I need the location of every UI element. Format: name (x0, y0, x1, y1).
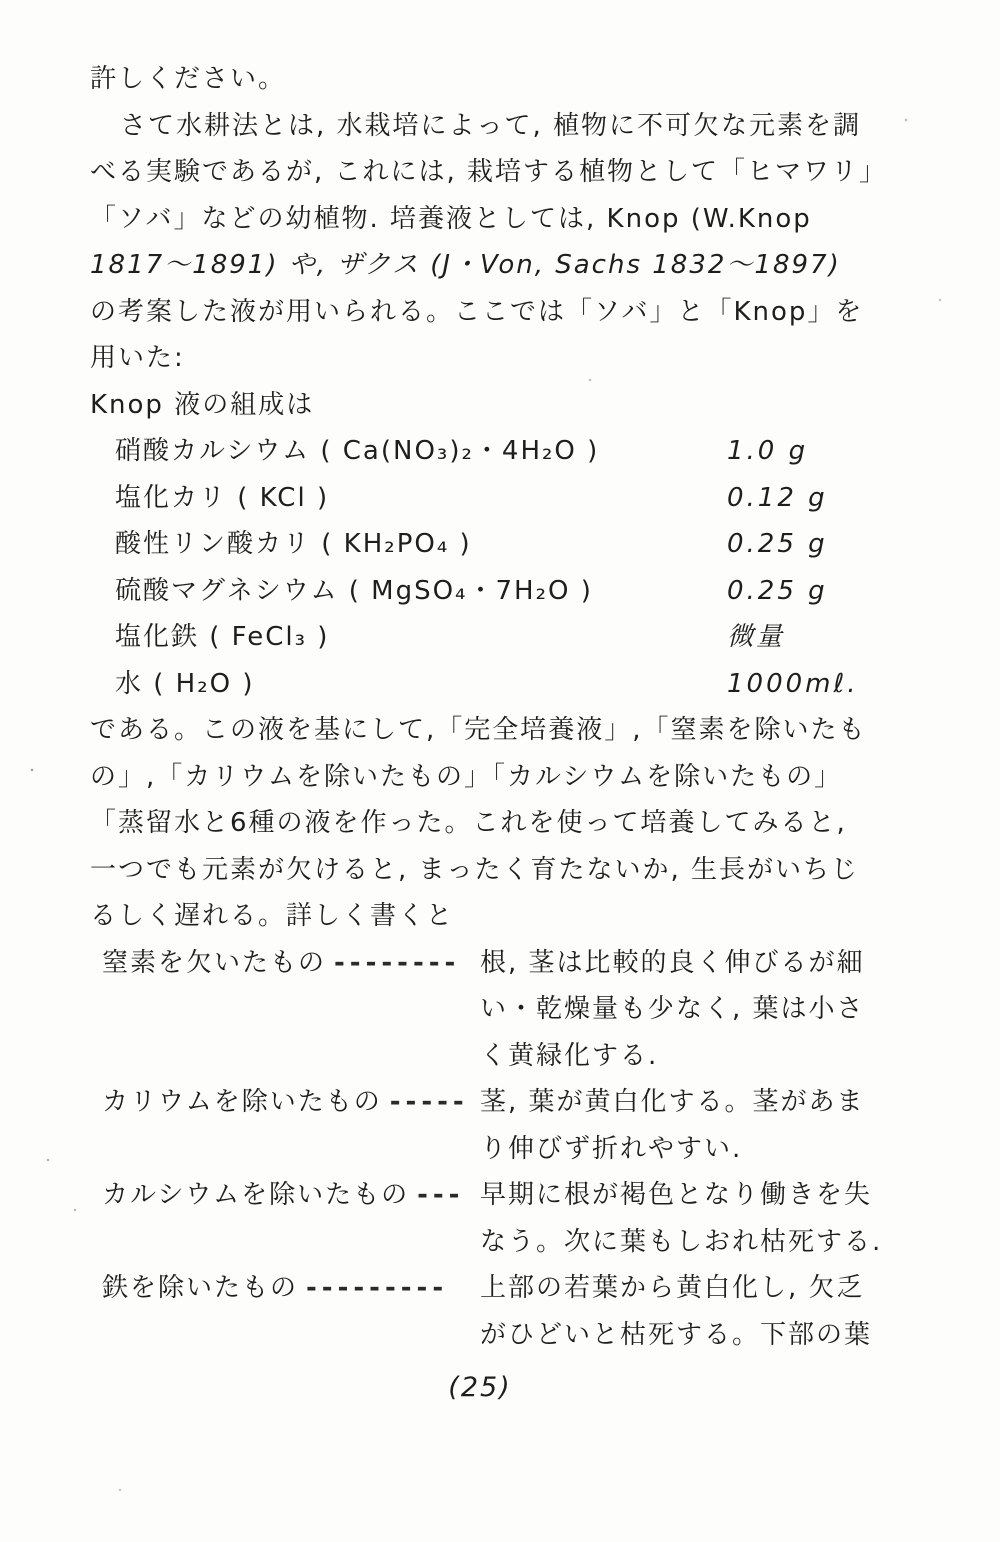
experiment-line-4: 一つでも元素が欠けると, まったく育たないか, 生長がいちじ (90, 854, 860, 885)
observation-potassium-row-1 (90, 1079, 950, 1126)
observation-description: く黄緑化する. (480, 1040, 659, 1071)
intro-line-3: べる実験であるが, これには, 栽培する植物として「ヒマワリ」 (90, 157, 888, 187)
spacer (90, 1312, 480, 1359)
experiment-line-1: である。この液を基にして,「完全培養液」,「窒素を除いたも (90, 715, 867, 745)
observation-potassium-row-2 (90, 1126, 950, 1173)
leader-dashes: -------- (334, 947, 461, 978)
page-content (90, 56, 950, 1403)
ingredient-name: 塩化鉄 ( FeCl₃ ) (115, 622, 330, 652)
recipe-row-potassium-chloride (90, 475, 950, 522)
recipe-row-calcium-nitrate (90, 428, 950, 475)
observation-calcium-row-2 (90, 1219, 950, 1266)
observation-label: 窒素を欠いたもの (102, 947, 327, 978)
observation-label: カリウムを除いたもの (102, 1087, 382, 1117)
page-number: (25) (448, 1372, 512, 1403)
ingredient-name: 水 ( H₂O ) (115, 668, 255, 699)
spacer (90, 1033, 480, 1080)
observation-description: り伸びず折れやすい. (480, 1133, 743, 1164)
intro-line-4: 「ソバ」などの幼植物. 培養液としては, Knop (W.Knop (90, 203, 812, 234)
intro-line-1: 許しください。 (90, 64, 287, 94)
ingredient-amount: 1.0 g (727, 436, 809, 466)
observation-label-cell (90, 1079, 480, 1126)
observation-nitrogen-row-1 (90, 940, 950, 987)
spacer (90, 1219, 480, 1266)
experiment-line-3: 「蒸留水と6種の液を作った。これを使って培養してみると, (90, 808, 847, 838)
ingredient-amount: 0.25 g (727, 529, 828, 559)
recipe-row-magnesium-sulfate (90, 568, 950, 615)
observation-description: 上部の若葉から黄白化し, 欠乏 (480, 1273, 865, 1303)
leader-dashes: ----- (389, 1087, 469, 1117)
leader-dashes: --- (417, 1180, 465, 1210)
leader-dashes: --------- (306, 1273, 449, 1303)
observation-nitrogen-row-2 (90, 986, 950, 1033)
ingredient-amount: 微量 (727, 622, 786, 652)
ingredient-name: 塩化カリ ( KCl ) (115, 482, 330, 513)
observation-calcium-row-1 (90, 1172, 950, 1219)
observation-nitrogen-row-3 (90, 1033, 950, 1080)
observation-description: い・乾燥量も少なく, 葉は小さ (480, 994, 865, 1024)
experiment-line-5: るしく遅れる。詳しく書くと (90, 901, 455, 931)
recipe-row-potassium-phosphate (90, 521, 950, 568)
observation-iron-row-1 (90, 1265, 950, 1312)
experiment-line-2: の」,「カリウムを除いたもの」「カルシウムを除いたもの」 (90, 761, 843, 792)
recipe-heading: Knop 液の組成は (90, 389, 315, 420)
observation-label-cell (90, 1172, 480, 1219)
observation-label-cell (90, 1265, 480, 1312)
ingredient-amount: 0.12 g (727, 482, 828, 513)
observation-label-cell (90, 940, 480, 987)
ingredient-name: 硫酸マグネシウム ( MgSO₄・7H₂O ) (115, 575, 593, 606)
observation-description: なう。次に葉もしおれ枯死する. (480, 1226, 883, 1257)
intro-line-5: 1817〜1891) や, ザクス (J・Von, Sachs 1832〜1897) (90, 250, 841, 280)
intro-line-2: さて水耕法とは, 水栽培によって, 植物に不可欠な元素を調 (120, 110, 862, 141)
ingredient-amount: 0.25 g (727, 575, 828, 606)
ingredient-name: 硝酸カルシウム ( Ca(NO₃)₂・4H₂O ) (115, 436, 600, 466)
ingredient-name: 酸性リン酸カリ ( KH₂PO₄ ) (115, 529, 472, 559)
observation-description: がひどいと枯死する。下部の葉 (480, 1319, 873, 1350)
observation-description: 根, 茎は比較的良く伸びるが細 (480, 947, 865, 978)
ingredient-amount: 1000mℓ. (727, 668, 859, 699)
recipe-row-iron-chloride (90, 614, 950, 661)
observation-description: 早期に根が褐色となり働きを失 (480, 1180, 873, 1210)
intro-line-6: の考案した液が用いられる。ここでは「ソバ」と「Knop」を (90, 296, 864, 327)
recipe-row-water (90, 661, 950, 708)
observation-iron-row-2 (90, 1312, 950, 1359)
observation-label: 鉄を除いたもの (102, 1273, 299, 1303)
spacer (90, 1126, 480, 1173)
spacer (90, 986, 480, 1033)
observation-description: 茎, 葉が黄白化する。茎があま (480, 1087, 865, 1117)
observation-label: カルシウムを除いたもの (102, 1180, 410, 1210)
intro-line-7: 用いた: (90, 343, 185, 373)
